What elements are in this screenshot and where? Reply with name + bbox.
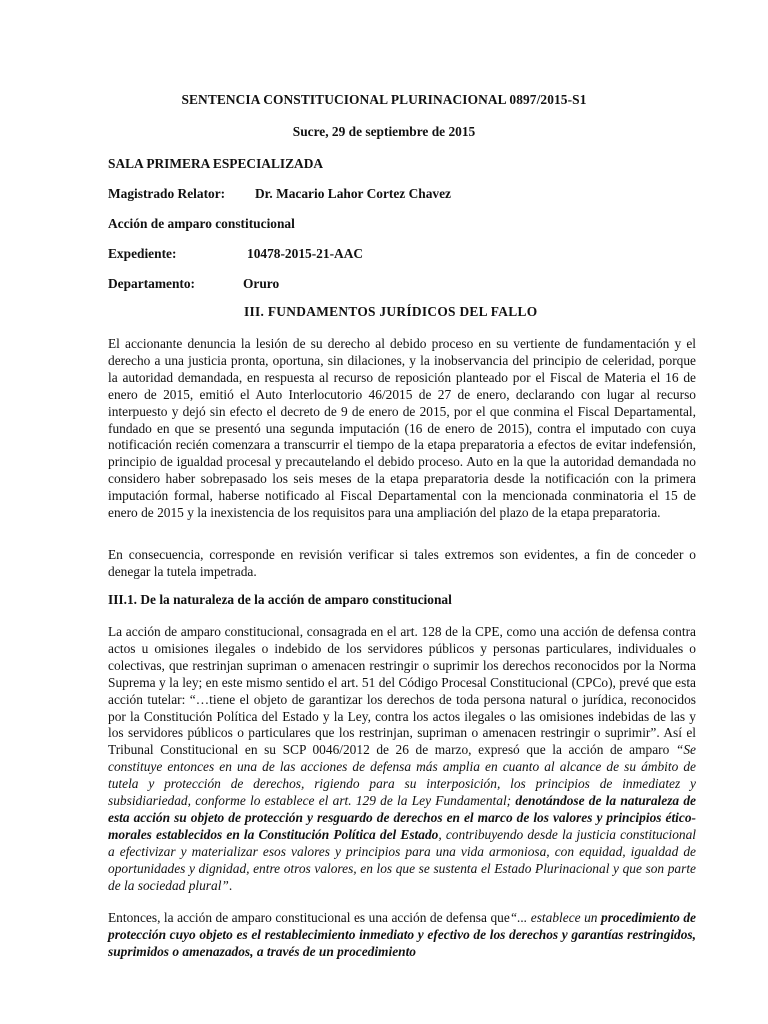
expediente-field <box>108 246 364 262</box>
paragraph-3-period: . <box>228 877 233 893</box>
accion-type: Acción de amparo constitucional <box>108 216 295 231</box>
magistrado-value: Dr. Macario Lahor Cortez Chavez <box>255 186 451 201</box>
paragraph-4-text: Entonces, la acción de amparo constitucional es una acción de defensa que <box>108 910 510 925</box>
paragraph-3-quote: “Se constituye entonces en una de las acciones de defensa más amplia en cuanto al alcance de su ámbito de tutela y protección de derechos, rigiendo para su interposición, los principios de inmediatez y subsidiariedad, conforme lo establece el art. 129 de la Ley Fundamental; <box>108 742 696 809</box>
magistrado-label: Magistrado Relator: <box>108 186 226 201</box>
section-heading: III. FUNDAMENTOS JURÍDICOS DEL FALLO <box>244 304 538 319</box>
expediente-label: Expediente: <box>108 246 177 261</box>
departamento-field <box>108 276 280 292</box>
paragraph-3 <box>108 624 696 895</box>
paragraph-3-emphasis: denotándose de la naturaleza de esta acción su objeto de protección y resguardo de derechos en el marco de los valores y principios ético-morales establecidos en la Constitución Política del Estado <box>108 793 697 842</box>
departamento-value: Oruro <box>243 276 280 291</box>
sala-heading: SALA PRIMERA ESPECIALIZADA <box>108 156 324 171</box>
subsection-heading: III.1. De la naturaleza de la acción de amparo constitucional <box>108 592 452 607</box>
paragraph-1: El accionante denuncia la lesión de su derecho al debido proceso en su vertiente de fundamentación y el derecho a una justicia pronta, oportuna, sin dilaciones, y la inobservancia del principio de celeridad, porque la autoridad demandada, en respuesta al recurso de reposición planteado por el Fiscal de Materia el 16 de enero de 2015, emitió el Auto Interlocutorio 46/2015 de 27 de enero, declarando con lugar al recurso interpuesto y dejó sin efecto el decreto de 9 de enero de 2015, por el que conmina el Fiscal Departamental, fundado en que se presentó una segunda imputación (16 de enero de 2015), contra el imputado con cuya notificación recién comenzara a transcurrir el tiempo de la etapa preparatoria a efectos de evitar indefensión, principio de igualdad procesal y precautelando el debido proceso. Auto en la que la autoridad demandada no considero haber sobrepasado los seis meses de la etapa preparatoria desde la notificación con la primera imputación formal, haberse notificado al Fiscal Departamental con la mencionada conminatoria el 15 de enero de 2015 y la inexistencia de los requisitos para una ampliación del plazo de la etapa preparatoria. <box>108 336 696 521</box>
document-date: Sucre, 29 de septiembre de 2015 <box>292 124 476 139</box>
magistrado-field <box>108 186 451 202</box>
paragraph-3-text: La acción de amparo constitucional, consagrada en el art. 128 de la CPE, como una acción de defensa contra actos u omisiones ilegales o indebido de los servidores públicos y personas particulares, individuales o colectivas, que restrinjan supriman o amenacen restringir o suprimir los derechos reconocidos por la Norma Suprema y la ley; en este mismo sentido el art. 51 del Código Procesal Constitucional (CPCo), prevé que esta acción tutelar: “…tiene el objeto de garantizar los derechos de toda persona natural o jurídica, reconocidos por la Constitución Política del Estado y la Ley, contra los actos ilegales o las omisiones indebidas de las y los servidores públicos o particulares que los restrinjan, supriman o amenacen restringir o suprimir”. Así el Tribunal Constitucional en su SCP 0046/2012 de 26 de marzo, expresó que la acción de amparo <box>108 624 696 758</box>
paragraph-4-quote: “... establece un <box>509 910 601 925</box>
page-title: SENTENCIA CONSTITUCIONAL PLURINACIONAL 0897/2015-S1 <box>181 92 587 107</box>
paragraph-3-quote-end: , contribuyendo desde la justicia constitucional a efectivizar y materializar esos valores y principios para una vida armoniosa, con equidad, igualdad de oportunidades y dignidad, entre otros valores, en los que se sustenta el Estado Plurinacional y que son parte de la sociedad plural” <box>108 826 697 893</box>
paragraph-4 <box>108 910 696 961</box>
paragraph-2: En consecuencia, corresponde en revisión verificar si tales extremos son evidentes, a fin de conceder o denegar la tutela impetrada. <box>108 547 696 579</box>
expediente-value: 10478-2015-21-AAC <box>247 246 364 261</box>
paragraph-4-emphasis: procedimiento de protección cuyo objeto es el restablecimiento inmediato y efectivo de los derechos y garantías restringidos, suprimidos o amenazados, a través de un procedimiento <box>108 910 696 959</box>
departamento-label: Departamento: <box>108 276 196 291</box>
